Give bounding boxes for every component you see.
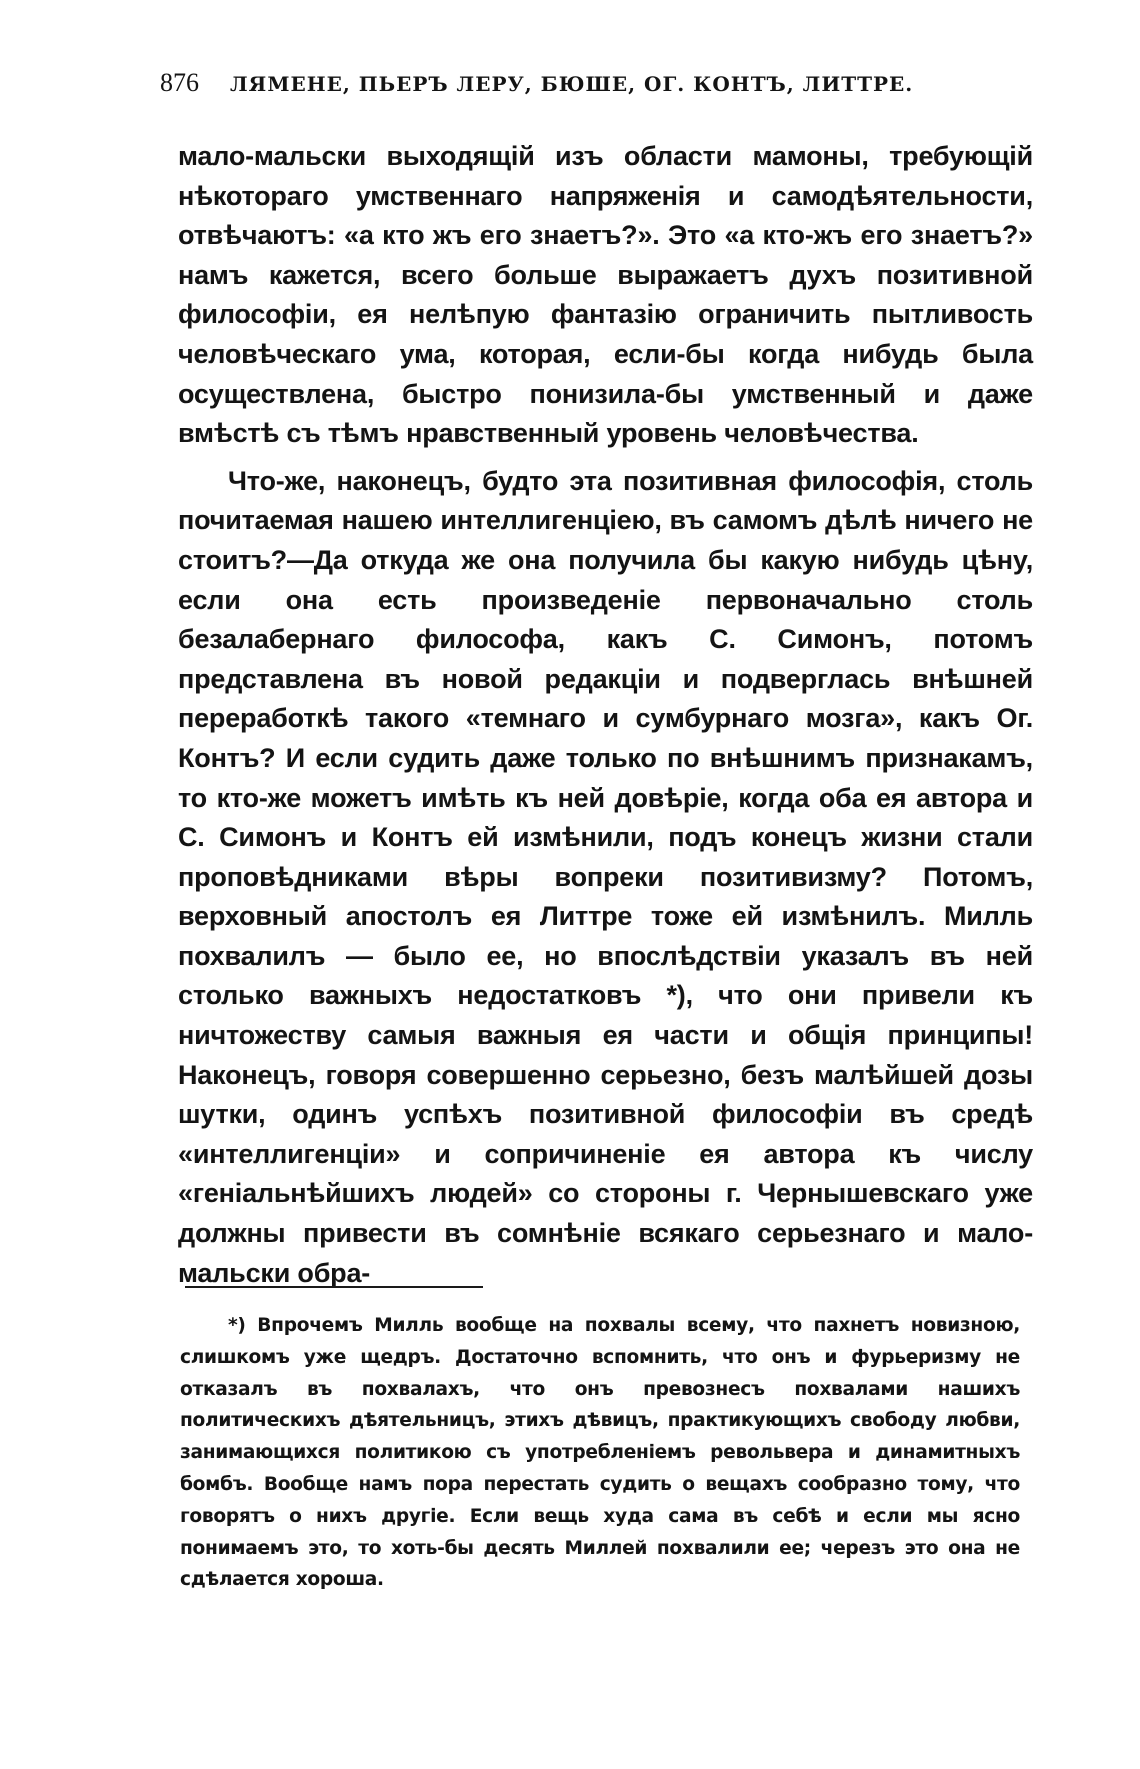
page-number: 876 [160,68,199,97]
footnote-text: *) Впрочемъ Милль вообще на похвалы всему, что пахнетъ новизною, слишкомъ уже щедръ. Достаточно вспомнить, что онъ и фурьеризму не отказалъ въ похвалахъ, что онъ превознесъ похвалами нашихъ политическихъ дѣятельницъ, этихъ дѣвицъ, практикующихъ свободу любви, занимающихся политикою съ употребленіемъ револьвера и динамитныхъ бомбъ. Вообще намъ пора перестать судить о вещахъ сообразно тому, что говорятъ о нихъ другіе. Если вещь худа сама въ себѣ и если мы ясно понимаемъ это, то хоть-бы десять Миллей похвалили ее; черезъ это она не сдѣлается хороша. [180,1315,1020,1591]
footnote [180,1310,1020,1596]
footnote-divider [185,1286,483,1288]
page-header [160,68,920,108]
main-text [178,137,1033,1293]
paragraph-continued: мало-мальски выходящій изъ области мамоны, требующій нѣкотораго умственнаго напряженія и самодѣятельности, отвѣчаютъ: «а кто жъ его знаетъ?». Это «а кто-жъ его знаетъ?» намъ кажется, всего больше выражаетъ духъ позитивной философіи, ея нелѣпую фантазію ограничить пытливость человѣческаго ума, которая, если-бы когда нибудь была осуществлена, быстро понизила-бы умственный и даже вмѣстѣ съ тѣмъ нравственный уровень человѣчества. [178,141,1033,449]
paragraph: Что-же, наконецъ, будто эта позитивная философія, столь почитаемая нашею интеллигенціею, въ самомъ дѣлѣ ничего не стоитъ?—Да откуда же она получила бы какую нибудь цѣну, если она есть произведеніе первоначально столь безалабернаго философа, какъ С. Симонъ, потомъ представлена въ новой редакціи и подверглась внѣшней переработкѣ такого «темнаго и сумбурнаго мозга», какъ Ог. Контъ? И если судить даже только по внѣшнимъ признакамъ, то кто-же можетъ имѣть къ ней довѣріе, когда оба ея автора и С. Симонъ и Контъ ей измѣнили, подъ конецъ жизни стали проповѣдниками вѣры вопреки позитивизму? Потомъ, верховный апостолъ ея Литтре тоже ей измѣнилъ. Милль похвалилъ — было ее, но впослѣдствіи указалъ въ ней столько важныхъ недостатковъ *), что они привели къ ничтожеству самыя важныя ея части и общія принципы! Наконецъ, говоря совершенно серьезно, безъ малѣйшей дозы шутки, одинъ успѣхъ позитивной философіи въ средѣ «интеллигенціи» и сопричиненіе ея автора къ числу «геніальнѣйшихъ людей» со стороны г. Чернышевскаго уже должны привести въ сомнѣніе всякаго серьезнаго и мало-мальски обра- [178,465,1033,1288]
running-head: ЛЯМЕНЕ, ПЬЕРЪ ЛЕРУ, БЮШЕ, ОГ. КОНТЪ, ЛИТТРЕ. [230,72,914,96]
